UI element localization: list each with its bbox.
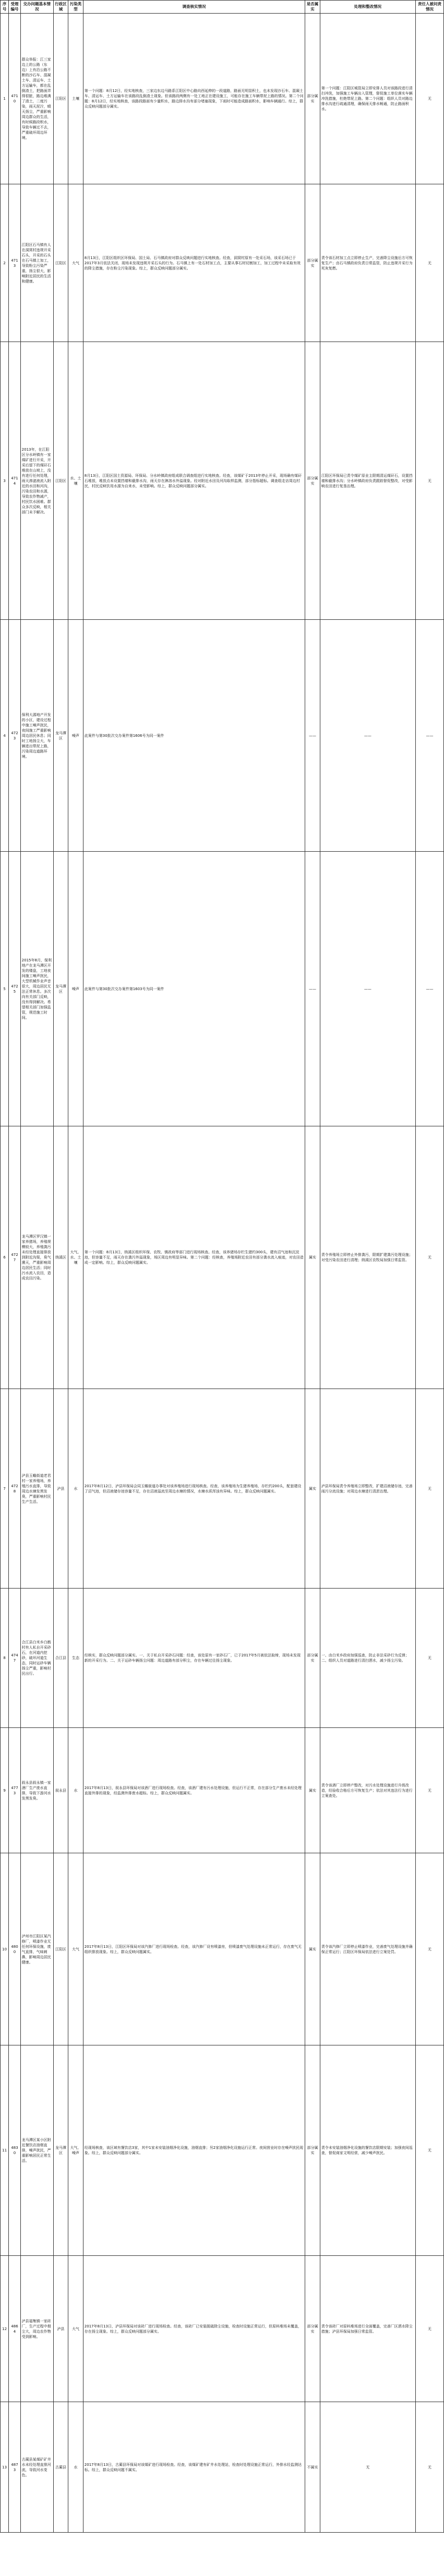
cell-type: 生态 [68,1589,83,1728]
cell-rectify: 泸县环保局责令养殖场立即整改，扩建沼液储存池，完善雨污分流设施；对周边水塘进行清淤治理。 [320,1389,415,1589]
cell-type: 水 [68,1728,83,1853]
cell-summary: 泸县福集镇一家砖厂，生产过程中烟尘大，周边农作物受到影响。 [20,2256,53,2402]
header-code: 受理编号 [9,1,20,14]
cell-code: 4710 [9,14,20,184]
cell-seq: 1 [1,14,9,184]
cell-summary: 龙马潭区某小区附近餐饮店油烟直排，噪声扰民，严重影响居民正常生活。 [20,2045,53,2256]
cell-seq: 2 [1,184,9,342]
cell-true: 属实 [305,1389,320,1589]
header-type: 污染类型 [68,1,83,14]
table-row [1,1389,444,1589]
cell-rectify: 责令该石材加工点立即停止生产，完善降尘设施后方可恢复生产；由石马镇政府负责日常监管，防止违规开采行为死灰复燃。 [320,184,415,342]
cell-verify: 第一个问题：8月13日，纳溪区组织环保、农牧、镇政府等部门进行现场核查。经查，该养猪场存栏生猪约300头，建有沼气池和沉淀池，但容量不足，雨天存在粪污外溢现象，场区周边有明显异味。第二个问题：经核查，养殖场附近农田有部分粪水流入痕迹，对农田造成一定影响。综上，群众反映问题属实。 [83,1126,305,1389]
cell-summary: 群众举报：江三家边上的公路（东边）上有沿公路不断的沙石车、混凝土车、清运车、土方运输车，都在乱倒渣土，把路面弄得很脏，路边堆满了渣土，二度污染，雨天泥泞，晴天扬尘，严重影响周边群众的生活，有时候路段积水，导致车辆过不去，严重破坏周边环境。 [20,14,53,184]
cell-summary: 合江县白米乡白鹤村有人私自开采砂石，在河道内挖砂，破坏河道生态，同时运砂车辆扬尘严重，影响村民出行。 [20,1589,53,1728]
cell-type: 土壤 [68,14,83,184]
cell-rectify: 无 [320,2402,415,2533]
cell-summary: 泸州市江阳区某汽修厂，喷漆作业无任何环保设施，废气直排，气味刺鼻，影响周边居民健康。 [20,1853,53,2045]
cell-true: 属实 [305,1728,320,1853]
table-row [1,2256,444,2402]
cell-verify: 经现场核查，该区域有餐饮店3家，其中1家未安装油烟净化设施，油烟直排；另2家油烟净化设施运行正常。夜间营业时存在噪声扰民现象。综上，群众反映问题部分属实。 [83,2045,305,2256]
cell-seq: 12 [1,2256,9,2402]
cell-true: 部分属实 [305,1589,320,1728]
table-row [1,14,444,184]
cell-rectify: 责令未安装油烟净化设施的餐饮店限期安装；加强夜间巡查，督促商家文明经营，减少噪声扰民。 [320,2045,415,2256]
cell-seq: 4 [1,620,9,852]
cell-true: 部分属实 [305,2045,320,2256]
header-seq: 序号 [1,1,9,14]
cell-account: 无 [416,2256,444,2402]
cell-rectify: 责令养殖场立即停止外排粪污，限期扩建粪污处理设施；对受污染农田进行清理；纳溪区农牧局加强日常监管。 [320,1126,415,1389]
cell-district: 合江县 [53,1589,68,1728]
cell-rectify: 责令该汽修厂立即停止喷漆作业，完善废气处理设施并确保正常运行；江阳区环保局依法进行立案处罚。 [320,1853,415,2045]
cell-code: 4830 [9,2045,20,2256]
cell-code: 4800 [9,1853,20,2045]
cell-type: 水 [68,1389,83,1589]
cell-verify: 第一个问题：8月12日，经实地核查，三家边东边马路系江阳区中心路向西延伸的一段道路，路面无明显积土，也未发现沙石车、混凝土车、清运车、土方运输车在该路段乱倒渣土现象。但该路段两侧有一处工地正在建设施工，可能存在施工车辆带泥上路的情况。第二个问题：8月12日，经实地核查，该路段路面有少量积水，路边排水沟有部分堵塞现象，下雨时可能造成路面积水，影响车辆通行。综上，群众反映问题部分属实。 [83,14,305,184]
cell-verify: 2017年8月13日，江阳区环保局对该汽修厂进行现场检查。经查，该汽修厂设有喷漆房，但喷漆废气处理设施未正常运行，存在废气无组织排放现象。综上，群众反映问题属实。 [83,1853,305,2045]
cell-type: 大气 [68,1853,83,2045]
cell-seq: 11 [1,2045,9,2256]
cell-rectify: 第一个问题：江阳区城管局立即安排人员对该路段进行清扫冲洗，加强施工车辆出入管理，督促施工单位落实车辆冲洗措施，杜绝带泥上路。第二个问题：组织人员对路边排水沟进行疏通清理，确保雨天排水畅通，防止路面积水。 [320,14,415,184]
cell-verify: 2017年8月13日，泸县环保局对该砖厂进行现场检查。经查，该砖厂已安装脱硫除尘设施，检查时设施正常运行，但原料堆场未覆盖，存在扬尘现象。综上，群众反映问题部分属实。 [83,2256,305,2402]
cell-true: —— [305,620,320,852]
cell-rectify: 一、由白米乡政府加强巡查，防止非法采砂行为反弹；二、组织人员对道路进行清扫洒水，减少扬尘污染。 [320,1589,415,1728]
cell-district: 江阳区 [53,14,68,184]
cell-district: 古蔺县 [53,2402,68,2533]
cell-summary: 2015年8月，保利地产在龙马潭区开发的楼盘，工地夜间施工噪声扰民，大型机械作业声音很大，周边居民无法正常休息。多次向有关部门反映，没有得到解决。希望相关部门加强监管，规范施工时间。 [20,852,53,1126]
header-verify: 调查核实情况 [83,1,305,14]
cell-seq: 6 [1,1126,9,1389]
cell-seq: 3 [1,342,9,620]
cell-seq: 13 [1,2402,9,2533]
cell-account: 无 [416,1389,444,1589]
table-row [1,1728,444,1853]
cell-rectify: 责令该酒厂立即停产整改，对污水处理设施进行升级改造，经验收合格后方可恢复生产；依法对其违法行为进行立案查处。 [320,1728,415,1853]
cell-account: 无 [416,1728,444,1853]
cell-type: 水 [68,2402,83,2533]
header-summary: 交办问题基本情况 [20,1,53,14]
cell-summary: 保利大源地产开发的小区，建设过程中施工噪声扰民，夜间施工严重影响周边居民休息；同时工地扬尘大，车辆进出带泥上路，污染周边道路环境。 [20,620,53,852]
table-row [1,1589,444,1728]
cell-summary: 江阳区石马镇有人在洞窝村违规开采石头，开采的石头在石马镇上加工，导致粉尘污染严重，扬尘很大，影响附近居民的生活和健康。 [20,184,53,342]
cell-code: 4747 [9,1589,20,1728]
cell-type: 大气 [68,184,83,342]
cell-code: 4727 [9,1126,20,1389]
cell-true: 属实 [305,1126,320,1389]
table-row [1,2402,444,2533]
cell-type: 噪声 [68,852,83,1126]
cell-type: 大气、水、土壤 [68,1126,83,1389]
cell-seq: 10 [1,1853,9,2045]
cell-district: 江阳区 [53,342,68,620]
cell-type: 大气、噪声 [68,2045,83,2256]
cell-verify: 2017年8月13日，叙永县环保局对该酒厂进行现场检查。经查，该酒厂建有污水处理设施，但运行不正常，存在部分生产废水未经处理直接外排的现象，经监测外排废水超标。综上，群众反映问题属实。 [83,1728,305,1853]
cell-account: —— [416,620,444,852]
cell-account: 无 [416,1853,444,2045]
cell-district: 江阳区 [53,184,68,342]
cell-rectify: —— [320,620,415,852]
table-row [1,852,444,1126]
cell-verify: 8月13日，江阳区国土资源局、环保局、分水岭镇政府组成联合调查组进行实地核查。经查，该煤矿于2013年停止开采，现场确有煤矸石堆放，堆放点未设置挡墙和截排水沟，雨天存在淋溶水外溢现象。经对附近水田及河沟取样监测，部分指标超标。调查组走访周边村民，村民反映饮用水源为自来水，未受影响。综上，群众反映问题部分属实。 [83,342,305,620]
cell-seq: 9 [1,1728,9,1853]
cell-summary: 泸县玉蟾街道老君村一家养殖场，养殖污水直排，导致周边水塘发黑发臭，严重影响村民生产生活。 [20,1389,53,1589]
cell-code: 4723 [9,620,20,852]
cell-account: 无 [416,2402,444,2533]
cell-account: 无 [416,184,444,342]
cell-district: 龙马潭区 [53,852,68,1126]
cell-type: 水、土壤 [68,342,83,620]
header-district: 行政区域 [53,1,68,14]
cell-district: 龙马潭区 [53,620,68,852]
cell-true: 不属实 [305,2402,320,2533]
cell-summary: 2013年，在江阳区分水岭镇有一家煤矿进行开采，开采后留下的煤矸石堆放在山坡上，没有进行任何处理，雨天渗滤液流入附近的水田和河沟，污染农田和水源，导致农作物减产，村民饮水困难。群众多次反映，相关部门未予解决。 [20,342,53,620]
cell-account: —— [416,852,444,1126]
cell-verify: 8月13日，江阳区组织区环保局、国土局、石马镇政府对群众反映问题进行实地核查。经查，洞窝村原有一处采石场，该采石场已于2017年3月依法关闭，现场未发现违规开采石头的行为。石马镇上有一处石材加工点，主要从事石材切割加工，加工过程中未采取有效的降尘措施，存在粉尘污染现象。综上，群众反映问题部分属实。 [83,184,305,342]
cell-verify: 此案件与第30批次交办案件第1603号为同一案件 [83,852,305,1126]
cell-district: 泸县 [53,1389,68,1589]
cell-district: 纳溪区 [53,1126,68,1389]
cell-rectify: 江阳区环保局已责令煤矿原业主限期清运煤矸石，设置挡墙和截排水沟；分水岭镇政府负责跟踪督促整改，对受影响农田进行复垦治理。 [320,342,415,620]
cell-seq: 5 [1,852,9,1126]
cell-account: 无 [416,1126,444,1389]
header-account: 责任人被问责情况 [416,1,444,14]
cell-account: 无 [416,14,444,184]
cell-true: 部分属实 [305,342,320,620]
cell-district: 龙马潭区 [53,2045,68,2256]
cell-seq: 7 [1,1389,9,1589]
cell-code: 4873 [9,2402,20,2533]
cell-code: 4725 [9,852,20,1126]
table-row [1,620,444,852]
header-rectify: 处理和整改情况 [320,1,415,14]
table-row [1,184,444,342]
cell-summary: 龙马潭区罗汉镇一家养猪场，养殖规模较大，养殖粪污未经处理直接排放到附近沟渠，臭气熏天，严重影响周边居民生活；同时污水流入农田，造成农田污染。 [20,1126,53,1389]
cell-district: 泸县 [53,2256,68,2402]
cell-summary: 叙永县叙永镇一家酒厂生产废水直排，导致下游河水发黑发臭。 [20,1728,53,1853]
cell-type: 噪声 [68,620,83,852]
cell-code: 4714 [9,342,20,620]
header-true: 是否属实 [305,1,320,14]
cell-verify: 此案件与第30批次交办案件第1606号为同一案件 [83,620,305,852]
cell-code: 4728 [9,1389,20,1589]
cell-rectify: —— [320,852,415,1126]
cell-verify: 经核实，群众反映问题部分属实。一、关于私自开采砂石问题：经查，该处原有一家砂石厂，已于2017年5月被依法取缔，现场未发现新的开采行为。二、关于运砂车辆扬尘问题：周边道路有部分积尘，存在车辆过往扬尘现象。 [83,1589,305,1728]
table-row [1,1853,444,2045]
cell-true: 部分属实 [305,14,320,184]
cell-seq: 8 [1,1589,9,1728]
cell-verify: 2017年8月13日，古蔺县环保局对该煤矿进行现场检查。经查，该煤矿建有矿井水处理站，检查时处理设施正常运行，外排水经监测达标。综上，群众反映问题不属实。 [83,2402,305,2533]
cell-true: 部分属实 [305,2256,320,2402]
table-row [1,1126,444,1389]
cell-district: 叙永县 [53,1728,68,1853]
table-header-row [1,1,444,14]
cell-summary: 古蔺县某煤矿矿井水未经处理直排河流，导致河水变色。 [20,2402,53,2533]
table-row [1,2045,444,2256]
cell-true: 属实 [305,1853,320,2045]
cell-account: 无 [416,1589,444,1728]
cell-type: 大气 [68,2256,83,2402]
cell-rectify: 责令该砖厂对原料堆场进行全面覆盖，完善厂区洒水降尘措施；泸县环保局加强日常监管。 [320,2256,415,2402]
cell-true: —— [305,852,320,1126]
cell-verify: 2017年8月12日，泸县环保局会同玉蟾街道办事处对该养殖场进行现场核查。经查，该养殖场为生猪养殖场，存栏约200头，配套建设了沼气池，但沼液储存池容量不足，存在沼液溢流至周边水塘的情况，水塘水质浑浊有异味。综上，群众反映问题属实。 [83,1389,305,1589]
table-row [1,342,444,620]
cell-district: 江阳区 [53,1853,68,2045]
cell-code: 4713 [9,184,20,342]
cell-account: 无 [416,2045,444,2256]
cell-code: 4864 [9,2256,20,2402]
cell-account: 无 [416,342,444,620]
cell-code: 4773 [9,1728,20,1853]
cell-true: 部分属实 [305,184,320,342]
